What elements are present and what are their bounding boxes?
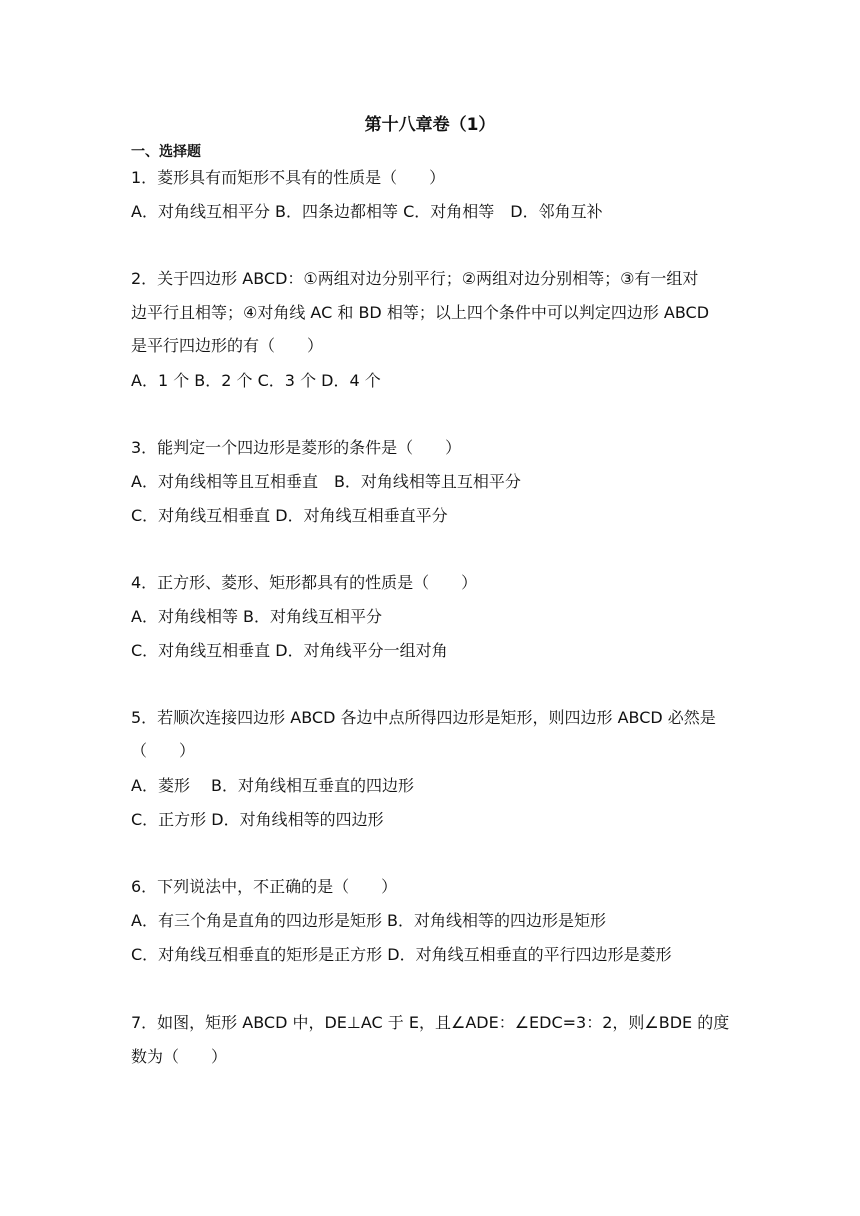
question-5-options-line-1: A．菱形 B．对角线相互垂直的四边形: [131, 776, 415, 795]
document-title: 第十八章卷（1）: [364, 115, 496, 135]
question-1-stem: 1．菱形具有而矩形不具有的性质是（ ）: [131, 168, 446, 187]
question-6-options-line-2: C．对角线互相垂直的矩形是正方形 D．对角线互相垂直的平行四边形是菱形: [131, 945, 672, 964]
question-4-options-line-1: A．对角线相等 B．对角线互相平分: [131, 607, 383, 626]
question-3-options-line-2: C．对角线互相垂直 D．对角线互相垂直平分: [131, 506, 448, 525]
question-2-stem-line-3: 是平行四边形的有（ ）: [131, 336, 324, 355]
question-7-stem-line-2: 数为（ ）: [131, 1047, 228, 1066]
question-3-stem: 3．能判定一个四边形是菱形的条件是（ ）: [131, 438, 462, 457]
question-2-stem-line-2: 边平行且相等；④对角线 AC 和 BD 相等；以上四个条件中可以判定四边形 ABCD: [131, 303, 710, 322]
question-4-options-line-2: C．对角线互相垂直 D．对角线平分一组对角: [131, 641, 448, 660]
question-5-stem-line-1: 5．若顺次连接四边形 ABCD 各边中点所得四边形是矩形，则四边形 ABCD 必然是: [131, 708, 716, 727]
question-1-options: A．对角线互相平分 B．四条边都相等 C．对角相等 D．邻角互补: [131, 202, 603, 221]
question-5-stem-line-2: （ ）: [131, 741, 196, 760]
section-heading: 一、选择题: [131, 144, 201, 160]
question-5-options-line-2: C．正方形 D．对角线相等的四边形: [131, 810, 384, 829]
question-3-options-line-1: A．对角线相等且互相垂直 B．对角线相等且互相平分: [131, 472, 521, 491]
question-2-options: A．1 个 B．2 个 C．3 个 D．4 个: [131, 371, 381, 390]
question-6-options-line-1: A．有三个角是直角的四边形是矩形 B．对角线相等的四边形是矩形: [131, 911, 607, 930]
question-7-stem-line-1: 7．如图，矩形 ABCD 中，DE⊥AC 于 E，且∠ADE：∠EDC=3：2，则∠BDE 的度: [131, 1013, 730, 1032]
question-6-stem: 6．下列说法中，不正确的是（ ）: [131, 877, 398, 896]
question-2-stem-line-1: 2．关于四边形 ABCD：①两组对边分别平行；②两组对边分别相等；③有一组对: [131, 269, 699, 288]
question-4-stem: 4．正方形、菱形、矩形都具有的性质是（ ）: [131, 573, 478, 592]
